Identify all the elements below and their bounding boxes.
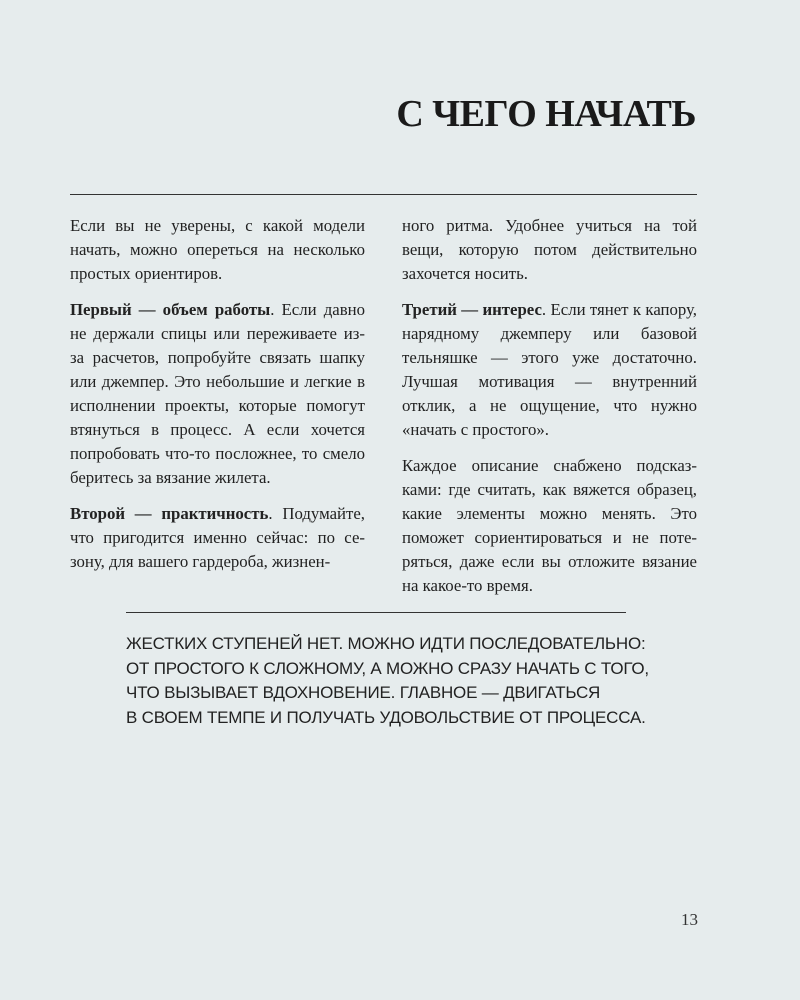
page-title: С ЧЕГО НАЧАТЬ — [396, 93, 696, 135]
second-point-lead: Второй — практичность — [70, 504, 269, 523]
first-point-paragraph — [70, 298, 365, 490]
second-point-paragraph — [70, 502, 365, 574]
page-number: 13 — [681, 910, 698, 929]
callout-line: ОТ ПРОСТОГО К СЛОЖНОМУ, А МОЖНО СРАЗУ НАЧАТЬ С ТОГО, — [126, 658, 649, 678]
intro-paragraph: Если вы не уверены, с какой модели начать, можно опереться на несколько простых ориентиров. — [70, 216, 365, 283]
callout-line: ЖЕСТКИХ СТУПЕНЕЙ НЕТ. МОЖНО ИДТИ ПОСЛЕДОВАТЕЛЬНО: — [126, 634, 646, 653]
callout-divider — [126, 612, 626, 613]
third-point-paragraph — [402, 298, 697, 442]
first-point-text: . Если давно не держали спицы или переживаете из-за расчетов, попробуйте связать шапку или джемпер. Это небольшие и легкие в исполнении проекты, которые помогут втянуться в процесс. А если хочется попробовать что-то посложнее, то смело беритесь за вязание жилета. — [70, 300, 365, 487]
closing-paragraph: Каждое описание снабжено подсказками: где считать, как вяжется образец, какие элементы можно менять. Это поможет сориентироваться и не потеряться, даже если вы отложите вязание на какое-то время. — [402, 456, 697, 595]
callout-line: ЧТО ВЫЗЫВАЕТ ВДОХНОВЕНИЕ. ГЛАВНОЕ — ДВИГАТЬСЯ — [126, 683, 601, 702]
third-point-text: . Если тянет к капору, нарядному джемперу или базовой тельняшке — этого уже достаточно. Лучшая мотивация — внутренний отклик, а не ощущение, что нужно «начать с простого». — [402, 300, 697, 439]
top-divider — [70, 194, 697, 195]
continuation-paragraph: ного ритма. Удобнее учиться на той вещи, которую потом действительно захочется носить. — [402, 216, 697, 283]
left-column — [70, 214, 365, 586]
callout-quote — [126, 632, 649, 730]
first-point-lead: Первый — объем работы — [70, 300, 271, 319]
callout-line: В СВОЕМ ТЕМПЕ И ПОЛУЧАТЬ УДОВОЛЬСТВИЕ ОТ ПРОЦЕССА. — [126, 707, 646, 727]
second-point-text: . Подумайте, что пригодится именно сейчас: по сезону, для вашего гардероба, жизнен- — [70, 504, 365, 571]
right-column — [402, 214, 697, 610]
third-point-lead: Третий — интерес — [402, 300, 542, 319]
